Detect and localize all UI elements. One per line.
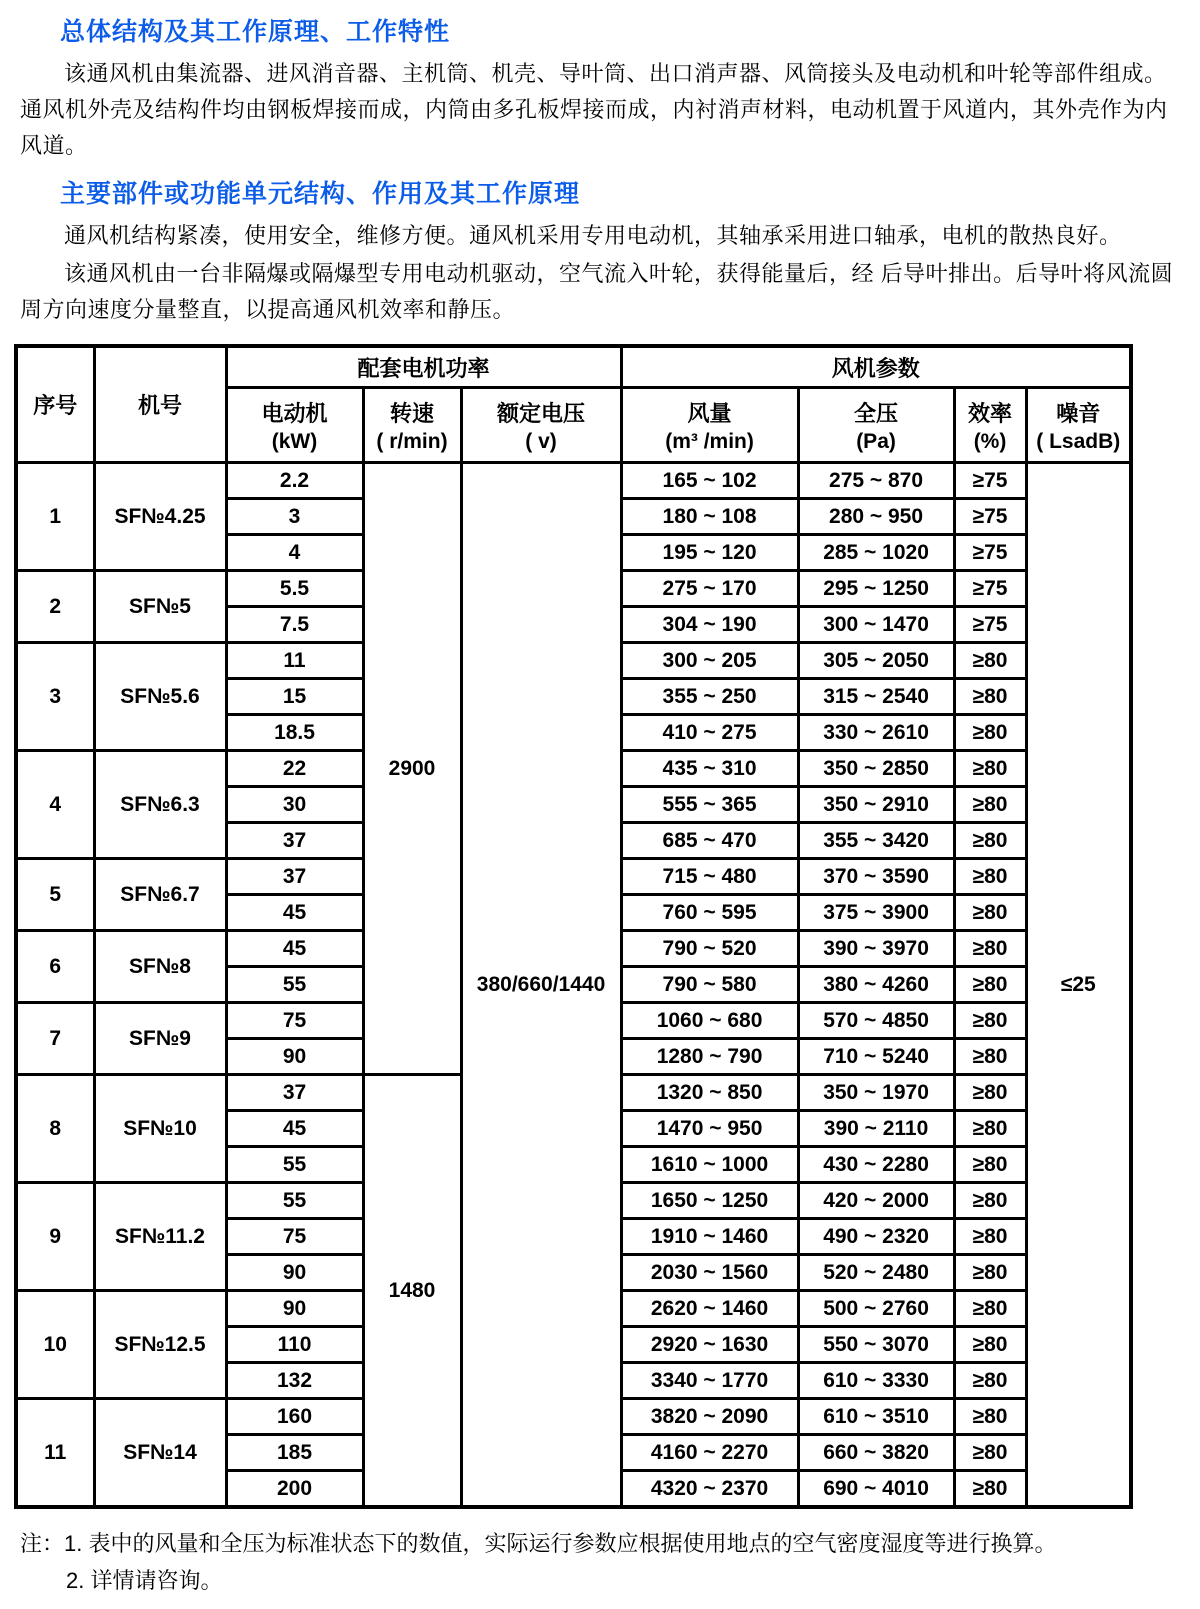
cell-pressure: 490 ~ 2320 [798,1219,954,1255]
cell-pressure: 660 ~ 3820 [798,1435,954,1471]
cell-efficiency: ≥80 [954,1255,1026,1291]
cell-efficiency: ≥80 [954,1219,1026,1255]
cell-flow: 1470 ~ 950 [621,1111,798,1147]
section-heading: 主要部件或功能单元结构、作用及其工作原理 [60,180,581,208]
cell-motor-kw: 90 [226,1039,363,1075]
cell-flow: 165 ~ 102 [621,463,798,499]
group-header-motor-power: 配套电机功率 [226,346,621,388]
col-unit: ( LsadB) [1036,429,1121,453]
cell-pressure: 275 ~ 870 [798,463,954,499]
col-unit: ( v) [525,429,557,453]
cell-motor-kw: 5.5 [226,571,363,607]
cell-motor-kw: 55 [226,967,363,1003]
cell-efficiency: ≥80 [954,1291,1026,1327]
cell-motor-kw: 30 [226,787,363,823]
cell-pressure: 390 ~ 3970 [798,931,954,967]
cell-pressure: 350 ~ 2910 [798,787,954,823]
cell-flow: 1610 ~ 1000 [621,1147,798,1183]
cell-seq: 11 [16,1399,94,1508]
cell-flow: 304 ~ 190 [621,607,798,643]
cell-motor-kw: 37 [226,1075,363,1111]
cell-pressure: 355 ~ 3420 [798,823,954,859]
cell-model: SF№10 [94,1075,226,1183]
cell-speed: 2900 [363,463,461,1075]
note-label: 注： [20,1531,65,1556]
cell-pressure: 390 ~ 2110 [798,1111,954,1147]
cell-efficiency: ≥80 [954,715,1026,751]
cell-flow: 3340 ~ 1770 [621,1363,798,1399]
cell-efficiency: ≥80 [954,823,1026,859]
cell-motor-kw: 4 [226,535,363,571]
group-header-fan-params: 风机参数 [621,346,1131,388]
col-title: 噪音 [1056,400,1101,426]
section-overall-structure [14,12,1182,164]
cell-flow: 760 ~ 595 [621,895,798,931]
spec-table-body [16,463,1131,1508]
cell-efficiency: ≥75 [954,607,1026,643]
cell-pressure: 305 ~ 2050 [798,643,954,679]
body-paragraph: 该通风机由一台非隔爆或隔爆型专用电动机驱动，空气流入叶轮，获得能量后，经 后导叶排出。后导叶将风流圆周方向速度分量整直，以提高通风机效率和静压。 [20,261,1174,322]
cell-motor-kw: 37 [226,823,363,859]
cell-efficiency: ≥80 [954,679,1026,715]
cell-seq: 5 [16,859,94,931]
cell-efficiency: ≥75 [954,535,1026,571]
cell-pressure: 350 ~ 2850 [798,751,954,787]
cell-efficiency: ≥80 [954,1111,1026,1147]
col-unit: (m³ /min) [665,429,754,453]
col-title: 风量 [687,400,732,426]
cell-efficiency: ≥80 [954,1183,1026,1219]
cell-seq: 6 [16,931,94,1003]
cell-seq: 1 [16,463,94,571]
spec-table [14,344,1133,1509]
cell-seq: 10 [16,1291,94,1399]
cell-efficiency: ≥80 [954,643,1026,679]
col-header-voltage [461,388,621,463]
cell-motor-kw: 11 [226,643,363,679]
cell-noise: ≤25 [1026,463,1131,1508]
cell-efficiency: ≥80 [954,859,1026,895]
body-paragraph: 通风机结构紧凑，使用安全，维修方便。通风机采用专用电动机，其轴承采用进口轴承，电机的散热良好。 [64,223,1122,248]
col-header-model: 机号 [94,346,226,463]
cell-flow: 195 ~ 120 [621,535,798,571]
cell-efficiency: ≥80 [954,967,1026,1003]
cell-pressure: 550 ~ 3070 [798,1327,954,1363]
cell-model: SF№9 [94,1003,226,1075]
cell-flow: 2920 ~ 1630 [621,1327,798,1363]
section-main-components [14,174,1182,328]
cell-flow: 1650 ~ 1250 [621,1183,798,1219]
table-row [16,463,1131,499]
cell-pressure: 500 ~ 2760 [798,1291,954,1327]
cell-efficiency: ≥80 [954,751,1026,787]
cell-flow: 1280 ~ 790 [621,1039,798,1075]
cell-motor-kw: 185 [226,1435,363,1471]
cell-flow: 1320 ~ 850 [621,1075,798,1111]
cell-pressure: 420 ~ 2000 [798,1183,954,1219]
cell-seq: 2 [16,571,94,643]
cell-motor-kw: 22 [226,751,363,787]
cell-motor-kw: 7.5 [226,607,363,643]
cell-pressure: 285 ~ 1020 [798,535,954,571]
col-title: 额定电压 [497,400,586,426]
cell-flow: 790 ~ 520 [621,931,798,967]
col-header-noise [1026,388,1131,463]
cell-efficiency: ≥80 [954,1471,1026,1508]
cell-seq: 7 [16,1003,94,1075]
cell-pressure: 350 ~ 1970 [798,1075,954,1111]
cell-pressure: 690 ~ 4010 [798,1471,954,1508]
col-title: 转速 [389,400,434,426]
cell-motor-kw: 160 [226,1399,363,1435]
cell-pressure: 375 ~ 3900 [798,895,954,931]
cell-flow: 410 ~ 275 [621,715,798,751]
cell-model: SF№5.6 [94,643,226,751]
cell-pressure: 330 ~ 2610 [798,715,954,751]
col-title: 效率 [968,400,1013,426]
cell-flow: 1060 ~ 680 [621,1003,798,1039]
cell-efficiency: ≥75 [954,499,1026,535]
cell-efficiency: ≥80 [954,931,1026,967]
cell-pressure: 295 ~ 1250 [798,571,954,607]
table-header-row [16,346,1131,388]
cell-motor-kw: 110 [226,1327,363,1363]
cell-motor-kw: 37 [226,859,363,895]
cell-efficiency: ≥80 [954,1435,1026,1471]
cell-flow: 1910 ~ 1460 [621,1219,798,1255]
cell-model: SF№6.7 [94,859,226,931]
cell-flow: 715 ~ 480 [621,859,798,895]
body-paragraph: 该通风机由集流器、进风消音器、主机筒、机壳、导叶筒、出口消声器、风筒接头及电动机和叶轮等部件组成。通风机外壳及结构件均由钢板焊接而成，内筒由多孔板焊接而成，内衬消声材料，电动机置于风道内，其外壳作为内风道。 [20,61,1168,158]
col-unit: (%) [973,429,1007,453]
cell-flow: 4160 ~ 2270 [621,1435,798,1471]
note-line [66,1562,1182,1599]
cell-flow: 555 ~ 365 [621,787,798,823]
cell-pressure: 610 ~ 3330 [798,1363,954,1399]
note-text: 1. 表中的风量和全压为标准状态下的数值，实际运行参数应根据使用地点的空气密度湿度等进行换算。 [64,1531,1057,1556]
cell-flow: 790 ~ 580 [621,967,798,1003]
cell-pressure: 280 ~ 950 [798,499,954,535]
cell-pressure: 710 ~ 5240 [798,1039,954,1075]
cell-flow: 435 ~ 310 [621,751,798,787]
cell-model: SF№4.25 [94,463,226,571]
cell-model: SF№6.3 [94,751,226,859]
note-text: 2. 详情请咨询。 [66,1568,223,1593]
cell-motor-kw: 45 [226,895,363,931]
cell-motor-kw: 55 [226,1183,363,1219]
section-heading: 总体结构及其工作原理、工作特性 [60,18,451,46]
cell-seq: 3 [16,643,94,751]
cell-efficiency: ≥80 [954,1003,1026,1039]
cell-voltage: 380/660/1440 [461,463,621,1508]
cell-efficiency: ≥80 [954,1363,1026,1399]
cell-motor-kw: 45 [226,1111,363,1147]
cell-pressure: 380 ~ 4260 [798,967,954,1003]
footnotes [20,1525,1182,1599]
cell-motor-kw: 200 [226,1471,363,1508]
cell-pressure: 370 ~ 3590 [798,859,954,895]
cell-speed: 1480 [363,1075,461,1508]
cell-flow: 3820 ~ 2090 [621,1399,798,1435]
col-header-flow [621,388,798,463]
cell-flow: 180 ~ 108 [621,499,798,535]
cell-motor-kw: 75 [226,1003,363,1039]
cell-flow: 355 ~ 250 [621,679,798,715]
cell-efficiency: ≥80 [954,1147,1026,1183]
cell-motor-kw: 75 [226,1219,363,1255]
col-header-motor-kw [226,388,363,463]
cell-motor-kw: 90 [226,1255,363,1291]
cell-motor-kw: 18.5 [226,715,363,751]
col-unit: (Pa) [856,429,896,453]
col-unit: (kW) [271,429,318,453]
cell-efficiency: ≥80 [954,787,1026,823]
cell-motor-kw: 45 [226,931,363,967]
col-header-seq: 序号 [16,346,94,463]
cell-flow: 300 ~ 205 [621,643,798,679]
cell-seq: 4 [16,751,94,859]
cell-pressure: 570 ~ 4850 [798,1003,954,1039]
col-unit: ( r/min) [376,429,448,453]
cell-model: SF№11.2 [94,1183,226,1291]
cell-model: SF№14 [94,1399,226,1508]
col-header-efficiency [954,388,1026,463]
cell-model: SF№5 [94,571,226,643]
cell-motor-kw: 90 [226,1291,363,1327]
cell-pressure: 300 ~ 1470 [798,607,954,643]
cell-seq: 8 [16,1075,94,1183]
cell-flow: 275 ~ 170 [621,571,798,607]
cell-pressure: 315 ~ 2540 [798,679,954,715]
cell-efficiency: ≥75 [954,463,1026,499]
cell-seq: 9 [16,1183,94,1291]
cell-efficiency: ≥80 [954,1399,1026,1435]
cell-motor-kw: 2.2 [226,463,363,499]
cell-pressure: 430 ~ 2280 [798,1147,954,1183]
cell-flow: 685 ~ 470 [621,823,798,859]
cell-pressure: 520 ~ 2480 [798,1255,954,1291]
col-title: 电动机 [261,400,328,426]
cell-efficiency: ≥75 [954,571,1026,607]
col-header-pressure [798,388,954,463]
cell-model: SF№12.5 [94,1291,226,1399]
note-line [20,1525,1182,1562]
col-title: 全压 [854,400,899,426]
col-header-speed [363,388,461,463]
cell-motor-kw: 15 [226,679,363,715]
cell-flow: 2030 ~ 1560 [621,1255,798,1291]
cell-pressure: 610 ~ 3510 [798,1399,954,1435]
cell-flow: 2620 ~ 1460 [621,1291,798,1327]
cell-efficiency: ≥80 [954,1327,1026,1363]
cell-efficiency: ≥80 [954,1039,1026,1075]
cell-efficiency: ≥80 [954,895,1026,931]
cell-model: SF№8 [94,931,226,1003]
cell-motor-kw: 55 [226,1147,363,1183]
cell-motor-kw: 3 [226,499,363,535]
cell-motor-kw: 132 [226,1363,363,1399]
cell-efficiency: ≥80 [954,1075,1026,1111]
cell-flow: 4320 ~ 2370 [621,1471,798,1508]
